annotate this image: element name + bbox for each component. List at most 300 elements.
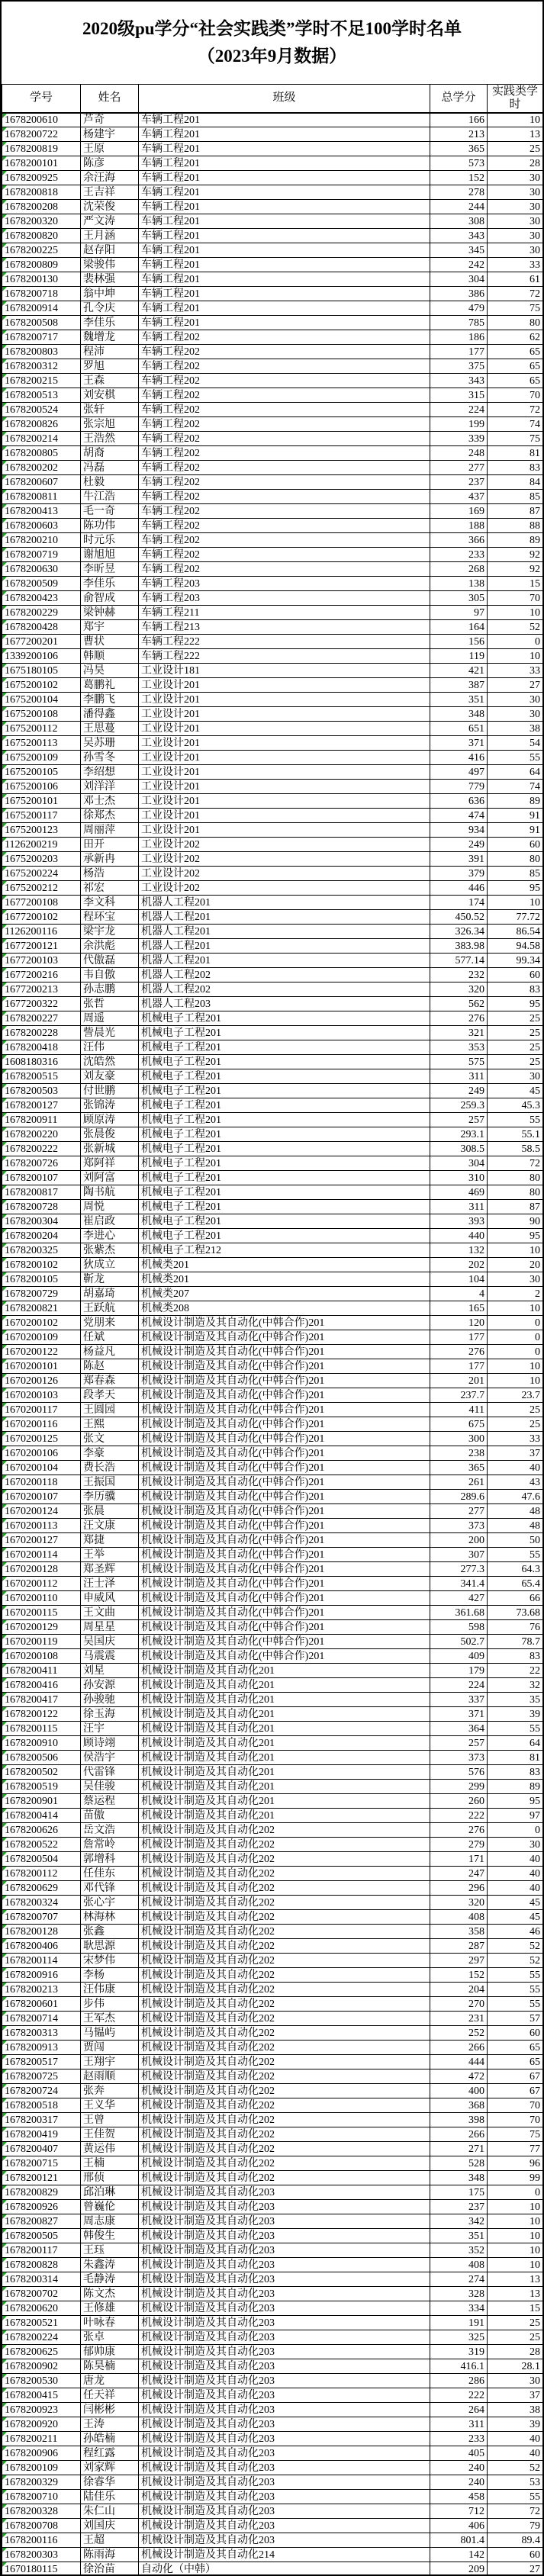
student-id-cell[interactable]: 1678200817: [2, 1185, 81, 1200]
student-id-cell[interactable]: 1675180105: [2, 664, 81, 678]
practice-hours-cell[interactable]: 81: [488, 446, 543, 461]
student-id-cell[interactable]: 1675200224: [2, 867, 81, 881]
student-id-cell[interactable]: 1678200625: [2, 2345, 81, 2359]
total-credits-cell[interactable]: 188: [430, 519, 488, 533]
student-id-cell[interactable]: 1670200122: [2, 1345, 81, 1359]
total-credits-cell[interactable]: 479: [430, 301, 488, 316]
practice-hours-cell[interactable]: 65: [488, 359, 543, 374]
class-cell[interactable]: 工业设计181: [139, 664, 430, 678]
class-cell[interactable]: 机械设计制造及其自动化202: [139, 2127, 430, 2142]
student-id-cell[interactable]: 1670200108: [2, 1649, 81, 1664]
name-cell[interactable]: 闫彬彬: [81, 2403, 139, 2417]
class-cell[interactable]: 机械设计制造及其自动化203: [139, 2287, 430, 2301]
practice-hours-cell[interactable]: 33: [488, 1432, 543, 1446]
name-cell[interactable]: 汪文康: [81, 1519, 139, 1533]
total-credits-cell[interactable]: 343: [430, 229, 488, 243]
name-cell[interactable]: 陈彦: [81, 156, 139, 171]
total-credits-cell[interactable]: 379: [430, 867, 488, 881]
practice-hours-cell[interactable]: 64: [488, 1736, 543, 1751]
student-id-cell[interactable]: 1677200102: [2, 910, 81, 925]
name-cell[interactable]: 吴国庆: [81, 1635, 139, 1649]
practice-hours-cell[interactable]: 73.68: [488, 1606, 543, 1620]
student-id-cell[interactable]: 1670200103: [2, 1388, 81, 1403]
name-cell[interactable]: 王圆园: [81, 1403, 139, 1417]
practice-hours-cell[interactable]: 55: [488, 1113, 543, 1127]
class-cell[interactable]: 机械设计制造及其自动化202: [139, 1838, 430, 1852]
practice-hours-cell[interactable]: 70: [488, 2098, 543, 2113]
name-cell[interactable]: 时元乐: [81, 533, 139, 548]
practice-hours-cell[interactable]: 55: [488, 1983, 543, 1997]
total-credits-cell[interactable]: 271: [430, 2142, 488, 2156]
total-credits-cell[interactable]: 202: [430, 1258, 488, 1272]
total-credits-cell[interactable]: 260: [430, 1794, 488, 1809]
name-cell[interactable]: 代雷锋: [81, 1765, 139, 1780]
total-credits-cell[interactable]: 562: [430, 997, 488, 1011]
class-cell[interactable]: 机械设计制造及其自动化202: [139, 1823, 430, 1838]
student-id-cell[interactable]: 1675200102: [2, 678, 81, 693]
class-cell[interactable]: 机械设计制造及其自动化202: [139, 2142, 430, 2156]
total-credits-cell[interactable]: 383.98: [430, 939, 488, 954]
student-id-cell[interactable]: 1678200417: [2, 1693, 81, 1707]
total-credits-cell[interactable]: 400: [430, 2084, 488, 2098]
name-cell[interactable]: 邢侦: [81, 2171, 139, 2185]
total-credits-cell[interactable]: 249: [430, 838, 488, 852]
total-credits-cell[interactable]: 297: [430, 1954, 488, 1968]
student-id-cell[interactable]: 1678200702: [2, 2287, 81, 2301]
practice-hours-cell[interactable]: 55: [488, 1722, 543, 1736]
name-cell[interactable]: 宋梦伟: [81, 1954, 139, 1968]
total-credits-cell[interactable]: 315: [430, 388, 488, 403]
student-id-cell[interactable]: 1678200916: [2, 1968, 81, 1983]
student-id-cell[interactable]: 1678200910: [2, 1736, 81, 1751]
class-cell[interactable]: 机械设计制造及其自动化203: [139, 2374, 430, 2388]
student-id-cell[interactable]: 1678200515: [2, 1069, 81, 1084]
student-id-cell[interactable]: 1678200503: [2, 1084, 81, 1098]
practice-hours-cell[interactable]: 55.1: [488, 1127, 543, 1142]
name-cell[interactable]: 孙志鹏: [81, 982, 139, 997]
practice-hours-cell[interactable]: 72: [488, 2504, 543, 2519]
student-id-cell[interactable]: 1670200125: [2, 1432, 81, 1446]
student-id-cell[interactable]: 1678200610: [2, 113, 81, 127]
name-cell[interactable]: 张鑫: [81, 1925, 139, 1939]
practice-hours-cell[interactable]: 28.1: [488, 2359, 543, 2374]
class-cell[interactable]: 工业设计201: [139, 707, 430, 722]
class-cell[interactable]: 机械设计制造及其自动化(中韩合作)201: [139, 1403, 430, 1417]
class-cell[interactable]: 机械设计制造及其自动化(中韩合作)201: [139, 1359, 430, 1374]
name-cell[interactable]: 梁骏伟: [81, 258, 139, 272]
total-credits-cell[interactable]: 274: [430, 2272, 488, 2287]
total-credits-cell[interactable]: 416.1: [430, 2359, 488, 2374]
total-credits-cell[interactable]: 342: [430, 2214, 488, 2229]
total-credits-cell[interactable]: 300: [430, 1432, 488, 1446]
practice-hours-cell[interactable]: 95: [488, 881, 543, 896]
student-id-cell[interactable]: 1678200906: [2, 2446, 81, 2461]
class-cell[interactable]: 机械电子工程201: [139, 1200, 430, 1214]
student-id-cell[interactable]: 1678200225: [2, 243, 81, 258]
name-cell[interactable]: 徐睿华: [81, 2475, 139, 2490]
practice-hours-cell[interactable]: 80: [488, 1171, 543, 1185]
student-id-cell[interactable]: 1678200902: [2, 2359, 81, 2374]
class-cell[interactable]: 机器人工程203: [139, 997, 430, 1011]
student-id-cell[interactable]: 1670200126: [2, 1374, 81, 1388]
total-credits-cell[interactable]: 779: [430, 780, 488, 794]
student-id-cell[interactable]: 1670200106: [2, 1446, 81, 1461]
practice-hours-cell[interactable]: 45: [488, 1910, 543, 1925]
total-credits-cell[interactable]: 801.4: [430, 2533, 488, 2548]
practice-hours-cell[interactable]: 43: [488, 1475, 543, 1490]
practice-hours-cell[interactable]: 54: [488, 736, 543, 751]
name-cell[interactable]: 李杨: [81, 1968, 139, 1983]
class-cell[interactable]: 工业设计202: [139, 852, 430, 867]
total-credits-cell[interactable]: 427: [430, 1591, 488, 1606]
class-cell[interactable]: 机械设计制造及其自动化201: [139, 1693, 430, 1707]
practice-hours-cell[interactable]: 25: [488, 142, 543, 156]
class-cell[interactable]: 机械设计制造及其自动化203: [139, 2243, 430, 2258]
practice-hours-cell[interactable]: 83: [488, 982, 543, 997]
class-cell[interactable]: 机械设计制造及其自动化202: [139, 1925, 430, 1939]
practice-hours-cell[interactable]: 99: [488, 2171, 543, 2185]
practice-hours-cell[interactable]: 30: [488, 2374, 543, 2388]
class-cell[interactable]: 机械设计制造及其自动化203: [139, 2200, 430, 2214]
name-cell[interactable]: 张晨俊: [81, 1127, 139, 1142]
practice-hours-cell[interactable]: 37: [488, 1446, 543, 1461]
total-credits-cell[interactable]: 352: [430, 2243, 488, 2258]
student-id-cell[interactable]: 1678200920: [2, 2417, 81, 2432]
total-credits-cell[interactable]: 371: [430, 736, 488, 751]
name-cell[interactable]: 周丽萍: [81, 823, 139, 838]
class-cell[interactable]: 机械设计制造及其自动化203: [139, 2446, 430, 2461]
class-cell[interactable]: 机械设计制造及其自动化202: [139, 1910, 430, 1925]
practice-hours-cell[interactable]: 30: [488, 693, 543, 707]
practice-hours-cell[interactable]: 0: [488, 1823, 543, 1838]
practice-hours-cell[interactable]: 10: [488, 113, 543, 127]
student-id-cell[interactable]: 1675200105: [2, 765, 81, 780]
practice-hours-cell[interactable]: 30: [488, 1838, 543, 1852]
practice-hours-cell[interactable]: 67: [488, 2084, 543, 2098]
student-id-cell[interactable]: 1678200418: [2, 1040, 81, 1055]
practice-hours-cell[interactable]: 78.7: [488, 1635, 543, 1649]
student-id-cell[interactable]: 1678200122: [2, 1707, 81, 1722]
practice-hours-cell[interactable]: 10: [488, 896, 543, 910]
student-id-cell[interactable]: 1678200828: [2, 2258, 81, 2272]
class-cell[interactable]: 车辆工程201: [139, 200, 430, 214]
name-cell[interactable]: 任天祥: [81, 2388, 139, 2403]
name-cell[interactable]: 李进心: [81, 1229, 139, 1243]
total-credits-cell[interactable]: 408: [430, 1910, 488, 1925]
class-cell[interactable]: 机械设计制造及其自动化(中韩合作)201: [139, 1345, 430, 1359]
student-id-cell[interactable]: 1675200109: [2, 751, 81, 765]
total-credits-cell[interactable]: 337: [430, 1693, 488, 1707]
student-id-cell[interactable]: 1678200313: [2, 2026, 81, 2041]
practice-hours-cell[interactable]: 10: [488, 2243, 543, 2258]
student-id-cell[interactable]: 1678200227: [2, 1011, 81, 1026]
practice-hours-cell[interactable]: 13: [488, 2272, 543, 2287]
total-credits-cell[interactable]: 287: [430, 1939, 488, 1954]
name-cell[interactable]: 胡裔: [81, 446, 139, 461]
total-credits-cell[interactable]: 152: [430, 1968, 488, 1983]
name-cell[interactable]: 张晨: [81, 1504, 139, 1519]
class-cell[interactable]: 机器人工程201: [139, 954, 430, 968]
practice-hours-cell[interactable]: 74: [488, 780, 543, 794]
total-credits-cell[interactable]: 576: [430, 1765, 488, 1780]
practice-hours-cell[interactable]: 30: [488, 171, 543, 185]
student-id-cell[interactable]: 1678200303: [2, 2548, 81, 2562]
name-cell[interactable]: 侯浩宇: [81, 1751, 139, 1765]
class-cell[interactable]: 机械电子工程201: [139, 1185, 430, 1200]
class-cell[interactable]: 机械电子工程201: [139, 1113, 430, 1127]
total-credits-cell[interactable]: 405: [430, 2446, 488, 2461]
total-credits-cell[interactable]: 343: [430, 374, 488, 388]
practice-hours-cell[interactable]: 85: [488, 867, 543, 881]
name-cell[interactable]: 张轩: [81, 403, 139, 417]
class-cell[interactable]: 机械电子工程201: [139, 1171, 430, 1185]
total-credits-cell[interactable]: 712: [430, 2504, 488, 2519]
student-id-cell[interactable]: 1678200423: [2, 591, 81, 606]
class-cell[interactable]: 车辆工程202: [139, 548, 430, 562]
student-id-cell[interactable]: 1678200325: [2, 1243, 81, 1258]
student-id-cell[interactable]: 1678200524: [2, 403, 81, 417]
practice-hours-cell[interactable]: 83: [488, 461, 543, 475]
practice-hours-cell[interactable]: 94.58: [488, 939, 543, 954]
student-id-cell[interactable]: 1126200219: [2, 838, 81, 852]
name-cell[interactable]: 沈皓然: [81, 1055, 139, 1069]
total-credits-cell[interactable]: 266: [430, 2127, 488, 2142]
class-cell[interactable]: 机械设计制造及其自动化201: [139, 1765, 430, 1780]
practice-hours-cell[interactable]: 46: [488, 1925, 543, 1939]
practice-hours-cell[interactable]: 10: [488, 1301, 543, 1316]
class-cell[interactable]: 机械设计制造及其自动化202: [139, 1881, 430, 1896]
student-id-cell[interactable]: 1670200107: [2, 1490, 81, 1504]
practice-hours-cell[interactable]: 39: [488, 1707, 543, 1722]
total-credits-cell[interactable]: 361.68: [430, 1606, 488, 1620]
practice-hours-cell[interactable]: 0: [488, 635, 543, 649]
practice-hours-cell[interactable]: 72: [488, 1156, 543, 1171]
practice-hours-cell[interactable]: 13: [488, 2287, 543, 2301]
practice-hours-cell[interactable]: 55: [488, 2490, 543, 2504]
total-credits-cell[interactable]: 257: [430, 1736, 488, 1751]
total-credits-cell[interactable]: 249: [430, 1084, 488, 1098]
total-credits-cell[interactable]: 209: [430, 2562, 488, 2576]
total-credits-cell[interactable]: 247: [430, 1867, 488, 1881]
practice-hours-cell[interactable]: 10: [488, 606, 543, 620]
total-credits-cell[interactable]: 373: [430, 1519, 488, 1533]
student-id-cell[interactable]: 1678200415: [2, 2388, 81, 2403]
student-id-cell[interactable]: 1670200113: [2, 1519, 81, 1533]
total-credits-cell[interactable]: 307: [430, 1548, 488, 1562]
total-credits-cell[interactable]: 368: [430, 2098, 488, 2113]
student-id-cell[interactable]: 1670200129: [2, 1620, 81, 1635]
class-cell[interactable]: 机械类207: [139, 1287, 430, 1301]
student-id-cell[interactable]: 1678200329: [2, 2475, 81, 2490]
practice-hours-cell[interactable]: 90: [488, 1214, 543, 1229]
student-id-cell[interactable]: 1678200228: [2, 1026, 81, 1040]
practice-hours-cell[interactable]: 95: [488, 1229, 543, 1243]
student-id-cell[interactable]: 1678200224: [2, 2330, 81, 2345]
total-credits-cell[interactable]: 305: [430, 591, 488, 606]
class-cell[interactable]: 机械设计制造及其自动化(中韩合作)201: [139, 1606, 430, 1620]
name-cell[interactable]: 余汪海: [81, 171, 139, 185]
total-credits-cell[interactable]: 152: [430, 171, 488, 185]
class-cell[interactable]: 机械设计制造及其自动化203: [139, 2330, 430, 2345]
class-cell[interactable]: 机械电子工程201: [139, 1055, 430, 1069]
total-credits-cell[interactable]: 232: [430, 968, 488, 982]
class-cell[interactable]: 机械设计制造及其自动化214: [139, 2548, 430, 2562]
name-cell[interactable]: 孙皓楠: [81, 2432, 139, 2446]
class-cell[interactable]: 车辆工程202: [139, 417, 430, 432]
class-cell[interactable]: 机械设计制造及其自动化(中韩合作)201: [139, 1446, 430, 1461]
total-credits-cell[interactable]: 177: [430, 345, 488, 359]
class-cell[interactable]: 机械电子工程201: [139, 1026, 430, 1040]
student-id-cell[interactable]: 1678200407: [2, 2142, 81, 2156]
practice-hours-cell[interactable]: 89: [488, 533, 543, 548]
name-cell[interactable]: 张紫杰: [81, 1243, 139, 1258]
total-credits-cell[interactable]: 345: [430, 243, 488, 258]
practice-hours-cell[interactable]: 70: [488, 2113, 543, 2127]
practice-hours-cell[interactable]: 25: [488, 1417, 543, 1432]
practice-hours-cell[interactable]: 45.3: [488, 1098, 543, 1113]
class-cell[interactable]: 机械电子工程201: [139, 1098, 430, 1113]
name-cell[interactable]: 承新冉: [81, 852, 139, 867]
class-cell[interactable]: 机械设计制造及其自动化202: [139, 1867, 430, 1881]
total-credits-cell[interactable]: 398: [430, 2113, 488, 2127]
total-credits-cell[interactable]: 365: [430, 1461, 488, 1475]
practice-hours-cell[interactable]: 25: [488, 2316, 543, 2330]
name-cell[interactable]: 陈文杰: [81, 2287, 139, 2301]
name-cell[interactable]: 狄成立: [81, 1258, 139, 1272]
class-cell[interactable]: 工业设计202: [139, 867, 430, 881]
total-credits-cell[interactable]: 289.6: [430, 1490, 488, 1504]
total-credits-cell[interactable]: 421: [430, 664, 488, 678]
name-cell[interactable]: 张奔: [81, 2084, 139, 2098]
total-credits-cell[interactable]: 304: [430, 1156, 488, 1171]
practice-hours-cell[interactable]: 0: [488, 2185, 543, 2200]
practice-hours-cell[interactable]: 66: [488, 1591, 543, 1606]
total-credits-cell[interactable]: 437: [430, 490, 488, 504]
class-cell[interactable]: 工业设计201: [139, 794, 430, 809]
class-cell[interactable]: 机械设计制造及其自动化(中韩合作)201: [139, 1562, 430, 1577]
total-credits-cell[interactable]: 156: [430, 635, 488, 649]
class-cell[interactable]: 机械设计制造及其自动化202: [139, 1983, 430, 1997]
name-cell[interactable]: 詹常岭: [81, 1838, 139, 1852]
name-cell[interactable]: 俞智成: [81, 591, 139, 606]
name-cell[interactable]: 程环宝: [81, 910, 139, 925]
name-cell[interactable]: 冯昊: [81, 664, 139, 678]
total-credits-cell[interactable]: 934: [430, 823, 488, 838]
student-id-cell[interactable]: 1670180115: [2, 2562, 81, 2576]
name-cell[interactable]: 翁中坤: [81, 287, 139, 301]
class-cell[interactable]: 机械电子工程201: [139, 1156, 430, 1171]
name-cell[interactable]: 郑春森: [81, 1374, 139, 1388]
practice-hours-cell[interactable]: 30: [488, 707, 543, 722]
name-cell[interactable]: 刘星: [81, 1664, 139, 1678]
student-id-cell[interactable]: 1670200116: [2, 1417, 81, 1432]
class-cell[interactable]: 机械电子工程201: [139, 1069, 430, 1084]
student-id-cell[interactable]: 1670200114: [2, 1548, 81, 1562]
practice-hours-cell[interactable]: 81: [488, 1751, 543, 1765]
student-id-cell[interactable]: 1670200102: [2, 1316, 81, 1330]
class-cell[interactable]: 机械类201: [139, 1272, 430, 1287]
practice-hours-cell[interactable]: 50: [488, 1533, 543, 1548]
class-cell[interactable]: 机械设计制造及其自动化(中韩合作)201: [139, 1533, 430, 1548]
total-credits-cell[interactable]: 200: [430, 1533, 488, 1548]
total-credits-cell[interactable]: 174: [430, 896, 488, 910]
practice-hours-cell[interactable]: 10: [488, 1359, 543, 1374]
name-cell[interactable]: 刘友豪: [81, 1069, 139, 1084]
class-cell[interactable]: 机械设计制造及其自动化(中韩合作)201: [139, 1475, 430, 1490]
total-credits-cell[interactable]: 311: [430, 2417, 488, 2432]
practice-hours-cell[interactable]: 70: [488, 388, 543, 403]
student-id-cell[interactable]: 1678200324: [2, 1896, 81, 1910]
name-cell[interactable]: 岳文浩: [81, 1823, 139, 1838]
name-cell[interactable]: 王熙: [81, 1417, 139, 1432]
class-cell[interactable]: 机械设计制造及其自动化202: [139, 2055, 430, 2069]
name-cell[interactable]: 王思蔓: [81, 722, 139, 736]
total-credits-cell[interactable]: 266: [430, 2041, 488, 2055]
name-cell[interactable]: 贾闯: [81, 2041, 139, 2055]
name-cell[interactable]: 徐玉海: [81, 1707, 139, 1722]
student-id-cell[interactable]: 1608180316: [2, 1055, 81, 1069]
student-id-cell[interactable]: 1678200115: [2, 1722, 81, 1736]
student-id-cell[interactable]: 1678200502: [2, 1765, 81, 1780]
name-cell[interactable]: 费长浩: [81, 1461, 139, 1475]
name-cell[interactable]: 王楠: [81, 2156, 139, 2171]
practice-hours-cell[interactable]: 92: [488, 548, 543, 562]
student-id-cell[interactable]: 1678200811: [2, 490, 81, 504]
practice-hours-cell[interactable]: 74: [488, 417, 543, 432]
name-cell[interactable]: 刘家辉: [81, 2461, 139, 2475]
class-cell[interactable]: 工业设计201: [139, 736, 430, 751]
name-cell[interactable]: 裴林强: [81, 272, 139, 287]
practice-hours-cell[interactable]: 70: [488, 591, 543, 606]
student-id-cell[interactable]: 1670200119: [2, 1635, 81, 1649]
student-id-cell[interactable]: 1670200124: [2, 1504, 81, 1519]
student-id-cell[interactable]: 1675200106: [2, 780, 81, 794]
student-id-cell[interactable]: 1678200406: [2, 1939, 81, 1954]
name-cell[interactable]: 吴苏珊: [81, 736, 139, 751]
practice-hours-cell[interactable]: 10: [488, 649, 543, 664]
name-cell[interactable]: 韩俊生: [81, 2229, 139, 2243]
name-cell[interactable]: 张文: [81, 1432, 139, 1446]
name-cell[interactable]: 胡嘉琦: [81, 1287, 139, 1301]
name-cell[interactable]: 杨浩: [81, 867, 139, 881]
practice-hours-cell[interactable]: 2: [488, 1287, 543, 1301]
student-id-cell[interactable]: 1678200517: [2, 2055, 81, 2069]
class-cell[interactable]: 车辆工程213: [139, 620, 430, 635]
student-id-cell[interactable]: 1678200229: [2, 606, 81, 620]
practice-hours-cell[interactable]: 52: [488, 1939, 543, 1954]
student-id-cell[interactable]: 1677200201: [2, 635, 81, 649]
total-credits-cell[interactable]: 386: [430, 287, 488, 301]
class-cell[interactable]: 车辆工程202: [139, 403, 430, 417]
practice-hours-cell[interactable]: 65: [488, 2055, 543, 2069]
practice-hours-cell[interactable]: 88: [488, 519, 543, 533]
name-cell[interactable]: 韩顺: [81, 649, 139, 664]
student-id-cell[interactable]: 1677200322: [2, 997, 81, 1011]
practice-hours-cell[interactable]: 60: [488, 968, 543, 982]
student-id-cell[interactable]: 1678200719: [2, 548, 81, 562]
student-id-cell[interactable]: 1678200121: [2, 2171, 81, 2185]
total-credits-cell[interactable]: 264: [430, 2403, 488, 2417]
practice-hours-cell[interactable]: 97: [488, 1809, 543, 1823]
total-credits-cell[interactable]: 366: [430, 533, 488, 548]
name-cell[interactable]: 张心宇: [81, 1896, 139, 1910]
class-cell[interactable]: 车辆工程201: [139, 156, 430, 171]
total-credits-cell[interactable]: 353: [430, 1040, 488, 1055]
practice-hours-cell[interactable]: 72: [488, 287, 543, 301]
total-credits-cell[interactable]: 326.34: [430, 925, 488, 939]
student-id-cell[interactable]: 1678200508: [2, 316, 81, 330]
class-cell[interactable]: 工业设计201: [139, 678, 430, 693]
